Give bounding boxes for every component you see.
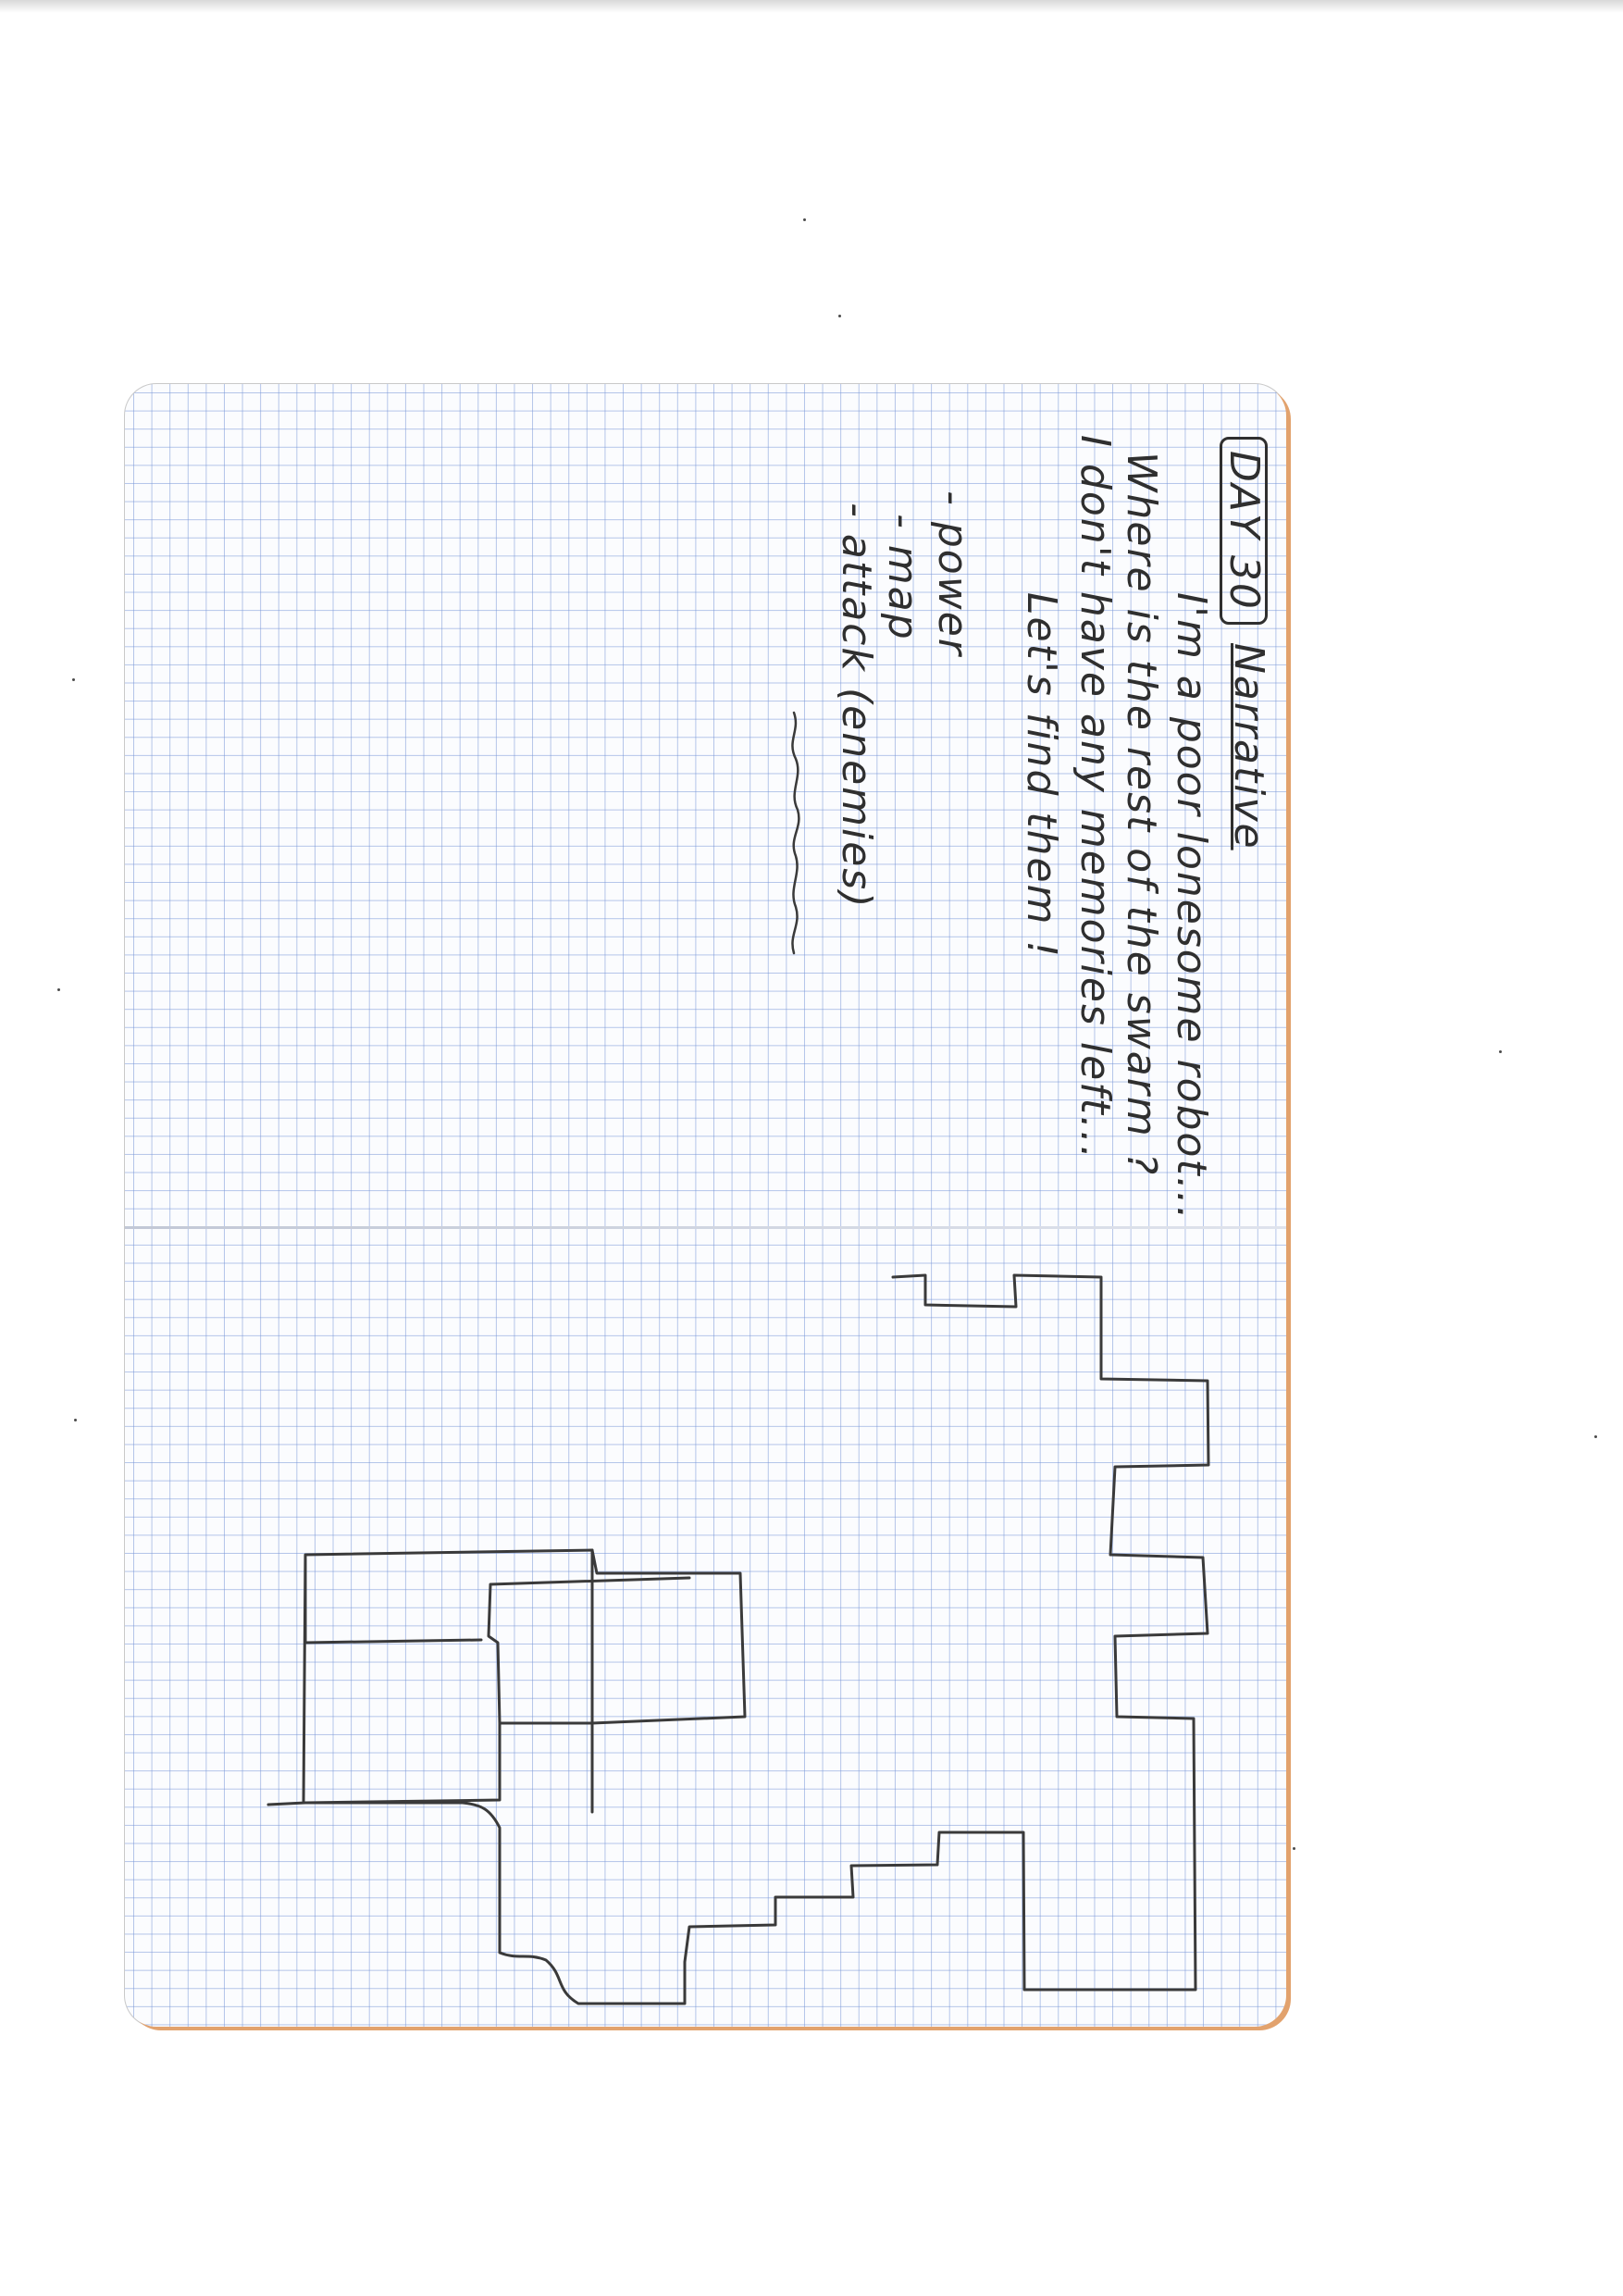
journal-title-text: Narrative [1225, 643, 1272, 850]
journal-line-4-text: Let's find them ! [1018, 592, 1065, 960]
list-item-attack-text: - attack (enemies) [833, 503, 880, 910]
day-label-text: DAY 30 [1220, 437, 1268, 625]
journal-line-1-text: I'm a poor lonesome robot... [1168, 592, 1215, 1222]
list-item-map-text: - map [879, 514, 926, 641]
maze-map-sketch [268, 1275, 1208, 2004]
journal-line-2-text: Where is the rest of the swarm ? [1118, 452, 1165, 1177]
squiggle-doodle [792, 713, 799, 953]
journal-line-3-text: I don't have any memories left... [1072, 435, 1119, 1160]
list-item-power-text: - power [929, 490, 976, 657]
